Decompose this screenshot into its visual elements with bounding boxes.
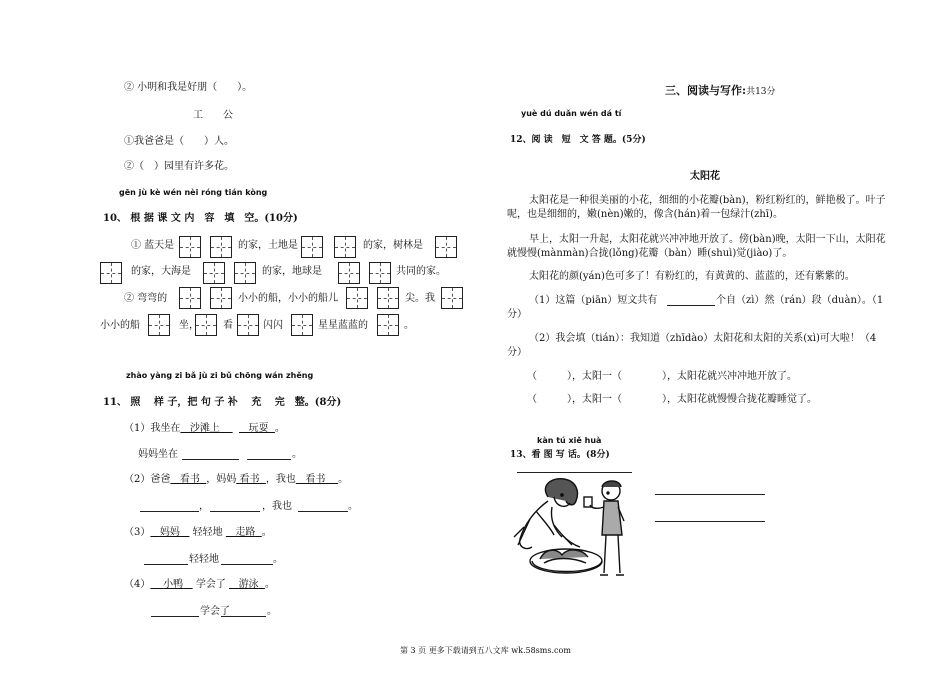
sentence-7: （4） 小鸭 学会了 游泳 。 — [124, 579, 275, 590]
write-box[interactable] — [346, 287, 368, 309]
answer-line[interactable] — [140, 511, 199, 512]
period: 。 — [348, 501, 358, 512]
question-11: 11、 照 样 子，把 句 子 补 充 完 整。(8分) — [103, 397, 342, 408]
q10-text: 坐， — [179, 320, 199, 331]
write-box[interactable] — [179, 287, 201, 309]
answer-line[interactable] — [655, 494, 765, 495]
answer-line[interactable] — [144, 564, 188, 565]
answer-line[interactable] — [182, 459, 239, 460]
answer-line[interactable] — [221, 564, 273, 565]
question-10: 10、 根 据 课 文 内 容 填 空。(10分) — [103, 213, 298, 224]
q10-text: 的家，土地是 — [238, 240, 298, 251]
q10-text: 小小的船，小小的船儿 — [238, 293, 338, 304]
item-l1: ② 小明和我是好朋（ ）。 — [124, 82, 253, 93]
item-l3: ①我爸爸是（ ）人。 — [124, 136, 234, 147]
period: 。 — [267, 606, 277, 617]
q10-text: 的家，大海是 — [131, 266, 191, 277]
write-box[interactable] — [203, 262, 225, 284]
q12-part1: 分） — [507, 309, 527, 320]
q10-text: 闪闪 — [263, 320, 283, 331]
write-box[interactable] — [100, 262, 122, 284]
write-box[interactable] — [377, 287, 399, 309]
q12-part2: （ ），太阳一（ ），太阳花就兴冲冲地开放了。 — [527, 371, 797, 382]
q10-text: 看 — [223, 320, 233, 331]
write-box[interactable] — [179, 236, 201, 258]
q10-text: 星星蓝蓝的 — [318, 320, 368, 331]
answer-line[interactable] — [655, 521, 765, 522]
example-word: 玩耍 — [248, 423, 269, 434]
item-l4: ②（ ）园里有许多花。 — [124, 161, 234, 172]
write-box[interactable] — [334, 236, 356, 258]
comma: ， — [199, 501, 209, 512]
sentence-3: （2）爸爸 看书 ，妈妈 看书 ，我也 看书 。 — [124, 474, 349, 485]
write-box[interactable] — [148, 314, 170, 336]
q10-text: ① 蓝天是 — [131, 240, 175, 251]
text: 轻轻地 — [189, 554, 219, 565]
sentence-2: 妈妈坐在 — [138, 449, 178, 460]
answer-line[interactable] — [221, 616, 266, 617]
answer-line[interactable] — [247, 459, 291, 460]
write-box[interactable] — [237, 314, 259, 336]
passage-line: 呢，也是细细的，嫩(nèn)嫩的，像含(hán)着一包绿汁(zhī)。 — [507, 209, 783, 220]
q10-text: 共同的家。 — [396, 266, 446, 277]
pinyin-q11: zhào yàng zi bǎ jù zi bǔ chōng wán zhěng — [126, 371, 314, 380]
pinyin-q12: yuè dú duǎn wén dá tí — [521, 109, 622, 118]
write-box[interactable] — [195, 314, 217, 336]
question-12: 12、阅 读 短 文 答 题。(5分) — [510, 135, 646, 145]
q10-text: 的家，树林是 — [363, 240, 423, 251]
q12-part2: （2）我会填（tián）：我知道（zhīdào）太阳花和太阳的关系(xì)可大啦！（4 — [529, 333, 877, 344]
write-box[interactable] — [210, 287, 232, 309]
washing-illustration — [510, 475, 640, 587]
write-box[interactable] — [291, 314, 313, 336]
write-box[interactable] — [301, 236, 323, 258]
passage-line: 太阳花是一种很美丽的小花，细细的小花瓣(bàn)，粉红粉红的，鲜艳极了。叶子 — [529, 195, 886, 206]
write-box[interactable] — [338, 262, 360, 284]
text: 学会了 — [200, 606, 230, 617]
question-13: 13、看 图 写 话。(8分) — [510, 450, 610, 460]
q12-part1: （1）这篇（piān）短文共有 — [529, 295, 658, 306]
write-box[interactable] — [369, 262, 391, 284]
write-box[interactable] — [210, 236, 232, 258]
write-box[interactable] — [441, 287, 463, 309]
q10-text: ② 弯弯的 — [124, 293, 168, 304]
answer-line[interactable] — [667, 305, 715, 306]
pinyin-q10: gēn jù kè wén nèi róng tián kòng — [119, 188, 268, 197]
passage-line: 就慢慢(mànmàn)合拢(lǒng)花瓣（bàn）睡(shuì)觉(jiào)了。 — [507, 248, 793, 259]
write-box[interactable] — [377, 314, 399, 336]
page-footer: 第 3 页 更多下载请到五八文库 wk.58sms.com — [400, 646, 571, 655]
passage-title: 太阳花 — [690, 171, 720, 182]
q12-part1: 个自（zì）然（rán）段（duàn）。（1 — [716, 295, 884, 306]
text: ，我也 — [262, 501, 292, 512]
answer-line[interactable] — [517, 472, 632, 473]
q10-text: 的家，地球是 — [262, 266, 322, 277]
write-box[interactable] — [435, 236, 457, 258]
q10-text: 尖。我 — [405, 293, 435, 304]
period: 。 — [273, 554, 283, 565]
sentence-1: （1）我坐在 沙滩上 玩耍 。 — [124, 423, 285, 434]
char-pair: 工 公 — [193, 110, 233, 121]
q12-part2: 分） — [507, 347, 527, 358]
answer-line[interactable] — [210, 511, 260, 512]
passage-line: 早上，太阳一升起，太阳花就兴冲冲地开放了。傍(bàn)晚，太阳一下山，太阳花 — [529, 234, 886, 245]
passage-line: 太阳花的颜(yán)色可多了！有粉红的，有黄黄的、蓝蓝的，还有紫紫的。 — [529, 271, 855, 282]
pinyin-q13: kàn tú xiě huà — [537, 436, 602, 445]
text: （1）我坐在 — [124, 423, 181, 434]
q12-part2: （ ），太阳一（ ），太阳花就慢慢合拢花瓣睡觉了。 — [527, 394, 817, 405]
write-box[interactable] — [234, 262, 256, 284]
q10-text: 小小的船 — [100, 320, 140, 331]
period: 。 — [292, 449, 302, 460]
sentence-5: （3） 妈妈 轻轻地 走路 。 — [124, 527, 272, 538]
example-word: 沙滩上 — [189, 423, 220, 434]
q10-text: 。 — [404, 320, 414, 331]
section-3-heading: 三、阅读与写作:共13分 — [665, 84, 776, 97]
answer-line[interactable] — [298, 511, 348, 512]
answer-line[interactable] — [151, 616, 199, 617]
